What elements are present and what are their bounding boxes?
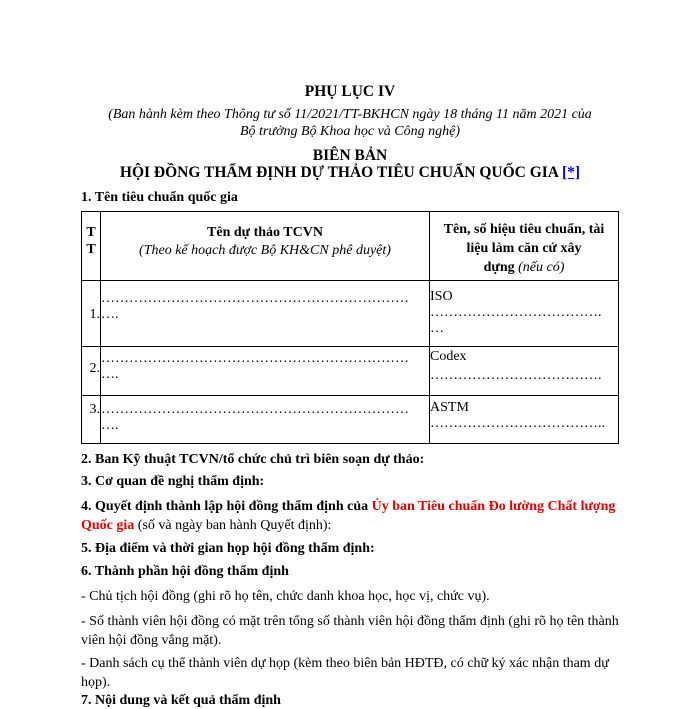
col-ref-title-2: liệu làm căn cứ xây [466,241,582,256]
section-5-heading: 5. Địa điểm và thời gian họp hội đồng thẩm định: [81,541,375,556]
subtitle-line-1: (Ban hành kèm theo Thông tư số 11/2021/TT-BKHCN ngày 18 tháng 11 năm 2021 của [108,107,592,122]
bullet-chairman: - Chủ tịch hội đồng (ghi rõ họ tên, chức danh khoa học, học vị, chức vụ). [81,589,490,604]
col-draft-title: Tên dự thảo TCVN [207,225,323,240]
reference-cell: ASTM ……………………………….. [430,396,619,444]
table-header-row [82,212,619,281]
doc-name-text: HỘI ĐỒNG THẨM ĐỊNH DỰ THẢO TIÊU CHUẨN QUỐC GIA [119,164,559,181]
section-4-agency: Ủy ban Tiêu chuẩn Đo lường Chất lượng Quốc gia [81,499,616,533]
section-3-heading: 3. Cơ quan đề nghị thẩm định: [81,474,265,489]
appendix-subtitle [70,106,630,140]
subtitle-line-2: Bộ trưởng Bộ Khoa học và Công nghệ) [239,124,461,139]
col-ref-title-3: dựng [483,260,515,275]
doc-type: BIÊN BẢN [312,147,388,164]
col-ref-title-1: Tên, số hiệu tiêu chuẩn, tài [443,222,605,237]
col-tt-header: T T [82,212,101,281]
section-7-heading: 7. Nội dung và kết quả thẩm định [81,693,281,708]
reference-cell: ISO ………………………………. … [430,281,619,347]
col-ref-note: (nếu có) [518,260,565,275]
col-ref-header [430,212,619,281]
bullet-member-list: - Danh sách cụ thể thành viên dự họp (kèm theo biên bản HĐTĐ, có chữ ký xác nhận tham dự họp). [81,656,609,690]
draft-name-cell: ………………………………………………………… …. [101,347,430,396]
section-2-heading: 2. Ban Kỹ thuật TCVN/tổ chức chủ trì biên soạn dự thảo: [81,452,425,467]
section-4-prefix: 4. Quyết định thành lập hội đồng thẩm định của [81,499,372,514]
col-draft-note: (Theo kế hoạch được Bộ KH&CN phê duyệt) [139,243,391,258]
bullet-member-count: - Số thành viên hội đồng có mặt trên tổng số thành viên hội đồng thẩm định (ghi rõ họ tên thành viên hội đồng vắng mặt). [81,614,619,648]
col-draft-header [101,212,430,281]
reference-cell: Codex ………………………………. [430,347,619,396]
draft-name-cell: ………………………………………………………… …. [101,396,430,444]
table-row [82,347,619,396]
section-4-suffix: (số và ngày ban hành Quyết định): [134,518,332,533]
footnote-link[interactable]: [*] [562,164,581,181]
doc-name [0,164,700,182]
standards-table [81,211,619,444]
appendix-title: PHỤ LỤC IV [304,83,396,100]
section-4-heading [81,497,621,535]
draft-name-cell: ………………………………………………………… …. [101,281,430,347]
section-1-heading: 1. Tên tiêu chuẩn quốc gia [81,190,238,205]
section-6-heading: 6. Thành phần hội đồng thẩm định [81,564,289,579]
row-number: 3. [82,396,101,444]
row-number: 1. [82,281,101,347]
table-row [82,396,619,444]
row-number: 2. [82,347,101,396]
table-row [82,281,619,347]
